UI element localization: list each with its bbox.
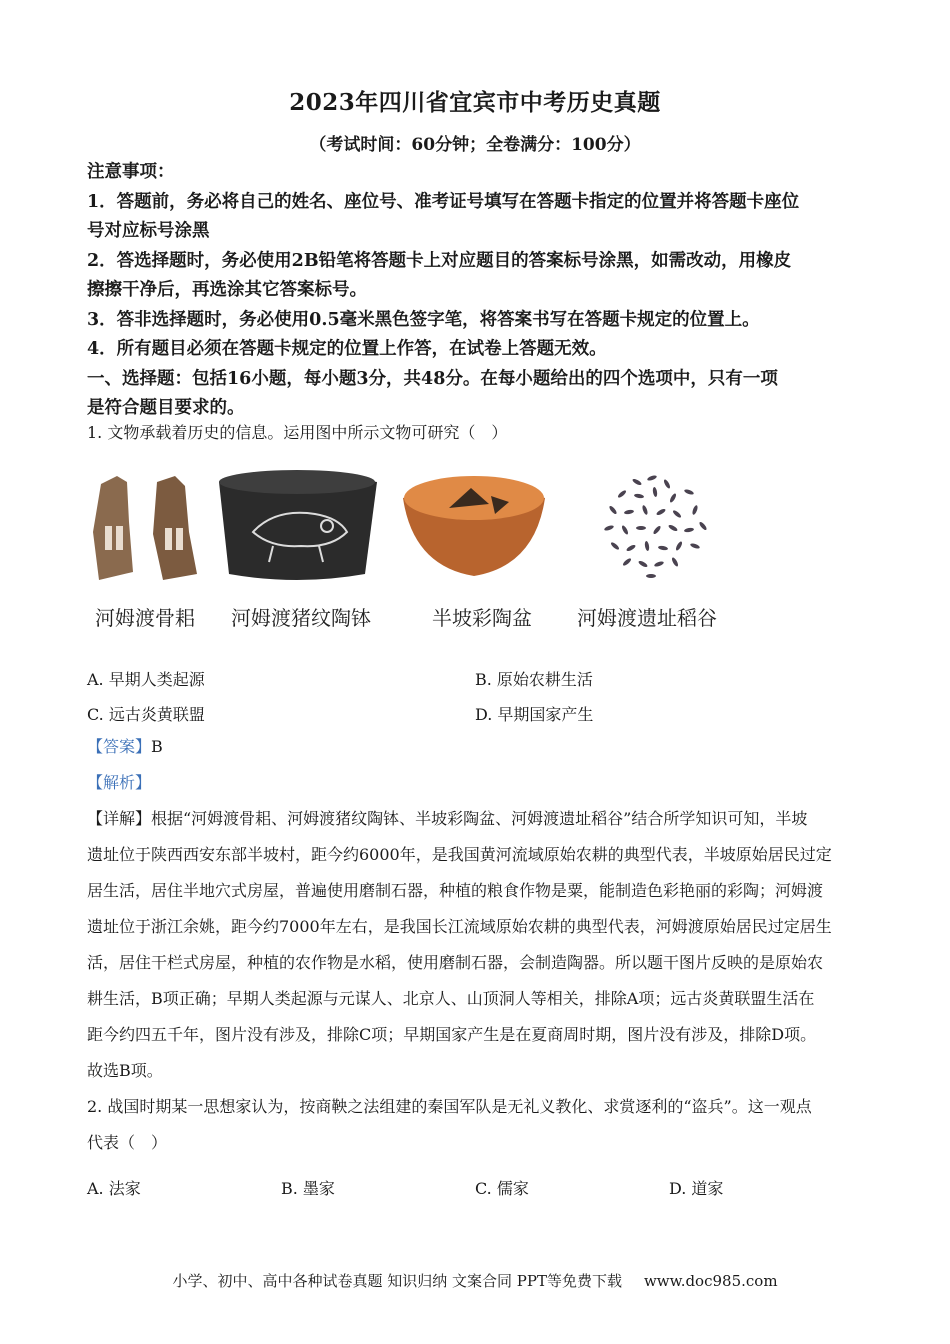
question-1-options-row-2: [87, 702, 867, 726]
footer-text: 小学、初中、高中各种试卷真题 知识归纳 文案合同 PPT等免费下载: [172, 1272, 622, 1290]
painted-pottery-basin-icon: [399, 462, 549, 587]
question-1-text: 1. 文物承载着历史的信息。运用图中所示文物可研究（ ）: [87, 423, 508, 442]
detail-line-6: 耕生活，B项正确；早期人类起源与元谋人、北京人、山顶洞人等相关，排除A项；远古炎黄联盟生活在: [87, 989, 815, 1008]
question-2-options: [87, 1176, 867, 1200]
rice-grain-figure: [577, 462, 737, 630]
detail-line-7: 距今约四五千年，图片没有涉及，排除C项；早期国家产生是在夏商周时期，图片没有涉及，排除D项。: [87, 1025, 817, 1044]
bone-spade-icon: [87, 462, 207, 587]
detail-line-5: 活，居住干栏式房屋，种植的农作物是水稻，使用磨制石器，会制造陶器。所以题干图片反映的是原始农: [87, 953, 824, 972]
question-1-options-row-1: [87, 667, 867, 691]
detail-line-4: 遗址位于浙江余姚，距今约7000年左右，是我国长江流域原始农耕的典型代表，河姆渡原始居民过定居生: [87, 917, 832, 936]
page-title: 2023年四川省宜宾市中考历史真题: [289, 89, 661, 116]
option-1a: A. 早期人类起源: [87, 670, 205, 689]
detail-line-1: 【详解】根据“河姆渡骨耜、河姆渡猪纹陶钵、半坡彩陶盆、河姆渡遗址稻谷”结合所学知识可知，半坡: [87, 809, 808, 828]
option-2d: D. 道家: [669, 1179, 724, 1198]
section-heading: 一、选择题：包括16小题，每小题3分，共48分。在每小题给出的四个选项中，只有一项: [87, 368, 778, 389]
exam-info: （考试时间：60分钟；全卷满分：100分）: [309, 135, 641, 155]
footer-url[interactable]: www.doc985.com: [643, 1272, 778, 1290]
figure-caption-pig-bowl: 河姆渡猪纹陶钵: [231, 606, 371, 630]
pig-pattern-bowl-icon: [215, 462, 380, 587]
notice-item-2-cont: 擦擦干净后，再选涂其它答案标号。: [87, 280, 367, 300]
figure-caption-painted-basin: 半坡彩陶盆: [432, 606, 532, 630]
notice-heading: 注意事项：: [87, 162, 175, 182]
notice-item-1-cont: 号对应标号涂黑: [87, 221, 210, 241]
figure-caption-bone-spade: 河姆渡骨耜: [95, 606, 195, 630]
answer-value: B: [151, 737, 163, 756]
notice-item-3: 3．答非选择题时，务必使用0.5毫米黑色签字笔，将答案书写在答题卡规定的位置上。: [87, 309, 760, 330]
notice-item-1: 1．答题前，务必将自己的姓名、座位号、准考证号填写在答题卡指定的位置并将答题卡座位: [87, 191, 800, 212]
detail-line-2: 遗址位于陕西西安东部半坡村，距今约6000年，是我国黄河流域原始农耕的典型代表，半坡原始居民过定: [87, 845, 832, 864]
question-1-answer: [87, 729, 867, 1161]
rice-grain-icon: [577, 462, 737, 587]
detail-line-3: 居生活，居住半地穴式房屋，普遍使用磨制石器，种植的粮食作物是粟，能制造色彩艳丽的彩陶；河姆渡: [87, 881, 824, 900]
artifact-figures: [87, 462, 777, 642]
detail-line-8: 故选B项。: [87, 1061, 163, 1080]
option-1d: D. 早期国家产生: [475, 705, 594, 724]
section-heading-cont: 是符合题目要求的。: [87, 398, 245, 418]
page-footer: [0, 1270, 950, 1291]
option-2b: B. 墨家: [281, 1179, 335, 1198]
analysis-tag: 【解析】: [87, 773, 152, 792]
painted-basin-figure: [399, 462, 549, 630]
question-1-stem: [87, 418, 867, 448]
option-2a: A. 法家: [87, 1179, 141, 1198]
notice-section: [87, 158, 867, 424]
notice-item-2: 2．答选择题时，务必使用2B铅笔将答题卡上对应题目的答案标号涂黑，如需改动，用橡皮: [87, 250, 792, 271]
bone-spade-figure: [87, 462, 207, 630]
option-2c: C. 儒家: [475, 1179, 529, 1198]
option-1b: B. 原始农耕生活: [475, 670, 593, 689]
question-2-text: 2. 战国时期某一思想家认为，按商鞅之法组建的秦国军队是无礼义教化、求赏逐利的“盗兵”。这一观点: [87, 1097, 812, 1116]
figure-caption-rice-grain: 河姆渡遗址稻谷: [577, 606, 717, 630]
answer-tag: 【答案】: [87, 737, 152, 756]
pig-bowl-figure: [215, 462, 380, 630]
question-2-text-cont: 代表（ ）: [87, 1133, 168, 1152]
notice-item-4: 4．所有题目必须在答题卡规定的位置上作答，在试卷上答题无效。: [87, 339, 607, 359]
option-1c: C. 远古炎黄联盟: [87, 705, 205, 724]
